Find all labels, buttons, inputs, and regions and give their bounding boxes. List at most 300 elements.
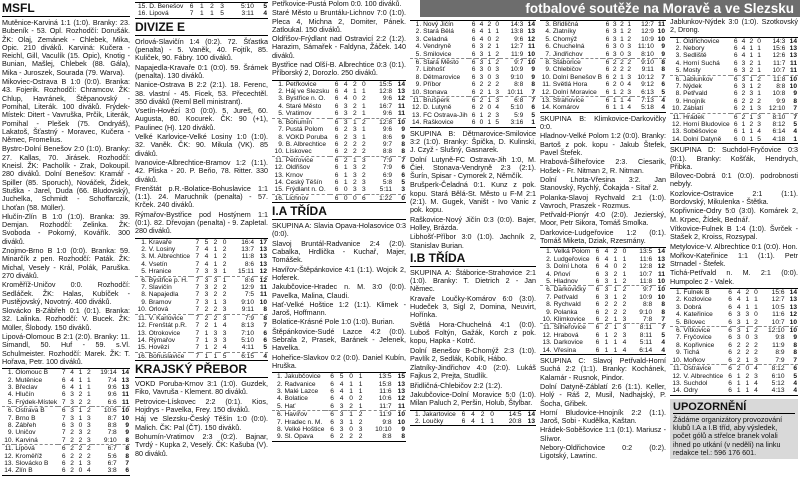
table-cell: 6 [471, 66, 476, 74]
table-cell: 6 [471, 111, 476, 119]
table-cell: 6 [189, 3, 194, 10]
table-cell: 9 [793, 334, 797, 342]
table-cell: 5 [793, 121, 797, 129]
table-cell: Záblatí [682, 105, 731, 113]
table-row [670, 342, 798, 349]
table-cell: 3 [352, 164, 357, 172]
table-cell: 3 [352, 133, 357, 141]
table-row [670, 75, 798, 83]
table-cell: 6 [733, 97, 738, 105]
table-cell: 1:22 [379, 194, 392, 202]
table-cell: 12:9 [241, 284, 255, 292]
table-cell: 9. [7, 429, 14, 437]
section-header: DIVIZE E [135, 21, 268, 36]
table-cell: Zábřeh [15, 422, 37, 430]
table-cell: 8:8 [367, 148, 393, 156]
standings-table [670, 288, 798, 396]
table-row [540, 339, 666, 346]
table-cell: 20:8 [508, 418, 522, 425]
table-cell: 2 [204, 322, 209, 330]
table-cell: 1 [495, 28, 499, 36]
table-row [670, 128, 798, 135]
table-cell: 3 [358, 186, 367, 194]
match-report: SKUPINA A: Štáborice-Strahovice 2:1 (1:0). Branky: T. Dietrich 2 - Jan Němec. [410, 267, 536, 294]
table-cell: 4 [622, 339, 627, 347]
table-cell: 9 [401, 426, 405, 434]
table-cell: 3 [479, 73, 484, 81]
table-cell: 1 [343, 178, 348, 186]
table-row [670, 136, 798, 143]
table-cell: 0 [490, 410, 494, 418]
table-cell: 13 [259, 260, 267, 268]
table-cell: 11 [118, 399, 130, 407]
table-cell: 1 [757, 52, 761, 60]
table-cell: 4 [741, 45, 746, 52]
table-cell: 2 [75, 437, 83, 445]
table-row [670, 357, 798, 365]
table-cell: 2 [352, 178, 357, 186]
table-cell: 13 [789, 52, 797, 60]
table-cell: 9:6 [382, 126, 392, 134]
table-cell: 1 [349, 418, 353, 426]
table-cell: 1 [358, 110, 367, 118]
table-cell: 2 [213, 291, 218, 299]
table-cell: 19:14 [100, 369, 117, 377]
table-row [135, 291, 268, 298]
table-cell: Krnov [285, 171, 303, 179]
table-cell: Dolní Datyně [683, 135, 722, 143]
table-cell: 1 [620, 104, 624, 112]
table-cell: 6 [603, 89, 610, 97]
table-cell: 0 [78, 422, 83, 430]
table-cell: 2 [70, 452, 74, 460]
column-3 [272, 0, 406, 504]
table-cell: 3 [738, 67, 746, 75]
table-cell: 0 [613, 263, 618, 271]
table-cell: 2 [222, 260, 227, 268]
table-cell: 6 [605, 59, 610, 67]
table-cell: 9:7 [642, 286, 653, 294]
table-cell: VOKD Poruba [285, 133, 328, 141]
table-cell: Frýdlant n. O. [285, 186, 331, 194]
table-cell: 5:8 [382, 178, 392, 186]
table-cell: 2 [738, 105, 746, 113]
table-cell: 4 [627, 81, 631, 89]
table-cell: 3 [335, 403, 345, 411]
table-cell: 3 [362, 178, 366, 186]
table-cell: 3 [78, 429, 83, 437]
table-cell: Bílovec [683, 319, 725, 327]
table-row [540, 28, 666, 35]
table-cell: 7 [195, 246, 200, 254]
table-cell: 10:11 [500, 89, 524, 97]
table-cell: 7 [661, 324, 665, 332]
table-cell: 8 [793, 349, 797, 357]
table-cell: 14. [274, 178, 284, 186]
table-cell: 2 [613, 301, 618, 309]
table-cell: 2 [612, 73, 617, 81]
table-cell: 6 [733, 128, 738, 136]
table-cell: 2 [358, 148, 367, 156]
table-row [272, 141, 406, 148]
table-cell: 11 [790, 59, 797, 67]
match-report: Kroměříž-Uničov 0:0. Rozhodčí: Sedláček. ŽK: Halas, Kubíček - Pustějovský, Novotný. 400 diváků. [2, 280, 130, 306]
table-cell: 2 [754, 341, 758, 349]
table-cell: 0 [362, 80, 366, 88]
table-cell: Hrabová [553, 331, 579, 339]
table-cell: Dolní Lhota [553, 263, 588, 271]
table-cell: Dětmarovice [423, 73, 461, 81]
table-cell: 4 [471, 418, 475, 425]
table-cell: 2 [627, 35, 631, 43]
table-row [272, 373, 406, 380]
table-row [2, 429, 130, 436]
table-cell: 2. [276, 380, 283, 388]
table-cell: 7 [195, 284, 200, 292]
table-cell: 2 [343, 140, 348, 148]
match-report: Orlová-Slavičín 1:4 (0:2). 72. Šťastka (penalta) - 5. Vaněk, 40. Fojtík, 85. Kuliček, 90. Fábry. 100 diváků. [135, 36, 268, 63]
table-cell: 8. [546, 301, 552, 309]
table-cell: 2 [70, 467, 74, 475]
table-cell: 5. [272, 403, 283, 411]
table-row [2, 399, 130, 407]
table-cell: 7 [195, 322, 200, 330]
table-cell: 2 [749, 121, 754, 129]
table-cell: 3 [83, 437, 91, 445]
table-cell: 1 [343, 171, 348, 179]
table-cell: 8. [278, 133, 284, 141]
table-cell: 4 [339, 395, 344, 403]
table-cell: 1. [7, 369, 14, 377]
table-cell: 2 [210, 3, 214, 10]
table-row [670, 60, 798, 67]
table-cell: 13 [789, 45, 797, 52]
table-cell: 1. [414, 410, 421, 418]
table-cell: 6 [61, 452, 66, 460]
table-cell: 10 [259, 298, 267, 306]
table-cell: 8 [255, 306, 268, 314]
table-row [670, 365, 798, 373]
table-cell: 1 [87, 383, 91, 391]
table-cell: 9 [125, 422, 129, 430]
table-cell: 13:8 [510, 28, 524, 36]
table-cell: Stará Město [423, 59, 459, 67]
table-cell: 10 [657, 28, 665, 36]
table-cell: 3 [757, 121, 761, 129]
table-cell: 1 [604, 346, 609, 354]
table-row [272, 118, 406, 126]
table-cell: 5 [655, 89, 666, 97]
table-cell: 6 [330, 148, 339, 156]
table-cell: Lichnov [285, 194, 309, 202]
table-cell: Darkovičky [553, 286, 586, 294]
table-cell: 7 [401, 156, 405, 164]
table-cell: 2 [480, 410, 485, 418]
table-cell: 6 [595, 293, 600, 301]
table-cell: 1 [78, 407, 83, 415]
table-cell: Strahovice [552, 97, 585, 105]
table-cell: 2 [479, 97, 484, 105]
table-cell: 5 [793, 372, 797, 380]
table-cell: 6 [661, 81, 665, 89]
table-cell: 8. [141, 291, 147, 299]
table-cell: Čeladná [423, 35, 448, 43]
table-cell: 3 [736, 311, 741, 319]
table-cell: 13:5 [639, 248, 653, 256]
table-cell: 4 [736, 289, 741, 297]
table-cell: 3 [749, 90, 754, 98]
table-row [670, 98, 798, 105]
table-cell: 9:9 [776, 97, 786, 105]
table-cell: 7 [195, 276, 200, 284]
table-cell: 3 [741, 83, 746, 91]
table-cell: Kozlovice [683, 296, 712, 304]
match-report: SKUPINA A: Slavia Opava-Holasovice 0:3 (0:0). [272, 221, 406, 239]
table-cell: 3 [70, 422, 74, 430]
table-cell: 9:10 [241, 298, 255, 306]
table-cell: 7 [195, 238, 200, 246]
table-cell: V. Karlovice [148, 314, 184, 322]
table-cell: Bohumín [285, 118, 313, 126]
table-cell: Štáborice [552, 59, 581, 67]
table-cell: 12:10 [762, 105, 786, 113]
table-cell: 6 [728, 341, 732, 349]
table-cell: 9. [546, 308, 552, 316]
table-cell: 8 [401, 140, 405, 148]
table-row [410, 43, 536, 50]
table-cell: 2 [70, 429, 74, 437]
table-cell: 15:8 [378, 380, 392, 388]
table-cell: 11:7 [773, 59, 786, 67]
table-cell: 1 [749, 83, 754, 91]
table-cell: 2 [741, 90, 746, 98]
notice-box [670, 399, 798, 459]
table-cell: 4 [754, 365, 758, 373]
table-cell: 2 [222, 284, 227, 292]
match-report: Jablunkov-Nýdek 3:0 (1:0). Szotkovský 2, Drong. [670, 18, 798, 35]
table-cell: 6 [733, 135, 738, 143]
table-row [2, 384, 130, 391]
table-row [410, 89, 536, 97]
table-cell: 2 [612, 66, 617, 74]
table-cell: Hať [283, 403, 325, 411]
table-cell: 14 [527, 410, 535, 418]
table-cell: 8 [531, 81, 535, 89]
table-cell: 5:11 [367, 186, 393, 194]
table-cell: 7:9 [759, 357, 786, 365]
standings-table [272, 372, 406, 442]
table-cell: 7 [786, 105, 798, 113]
table-cell: 2 [78, 445, 83, 453]
table-cell: Frýdek-Místek [15, 398, 58, 406]
table-cell: 2 [209, 306, 218, 314]
table-cell: 2 [87, 452, 91, 460]
table-cell: 0 [620, 81, 624, 89]
table-cell: 2 [604, 324, 609, 332]
table-cell: 3 [87, 422, 91, 430]
table-cell: 3 [339, 426, 344, 434]
table-cell: 6 [728, 296, 732, 304]
table-row [670, 83, 798, 90]
standings-table [410, 410, 536, 427]
table-cell: 6 [728, 372, 732, 380]
table-cell: 4. [141, 260, 147, 268]
table-cell: 14 [121, 369, 129, 377]
table-cell: 6 [330, 433, 334, 441]
table-cell: 1. [415, 21, 422, 28]
table-cell: Zlatníky [552, 28, 576, 36]
table-cell: 6 [605, 21, 610, 28]
table-cell: 2 [222, 291, 227, 299]
table-cell: 1 [343, 164, 348, 172]
table-cell: 8:13 [241, 322, 255, 330]
table-cell: 0 [78, 467, 83, 475]
table-cell: 2 [627, 66, 631, 74]
table-cell: 7 [58, 399, 66, 407]
table-cell: 5:6 [107, 452, 117, 460]
table-cell: 4 [343, 88, 348, 96]
table-cell: 3 [393, 186, 406, 194]
table-cell: 14 [657, 248, 665, 256]
table-cell: 12. [671, 121, 682, 129]
table-cell: 6:13 [632, 89, 655, 97]
table-cell: 10. [272, 148, 285, 156]
table-row [135, 330, 268, 337]
table-cell: Hlučín [15, 391, 35, 399]
table-cell: 10 [657, 286, 665, 294]
table-cell: 2 [349, 433, 353, 441]
table-cell: 7. [278, 126, 284, 134]
table-cell: 6 [471, 81, 476, 89]
table-cell: 1 [749, 135, 754, 143]
table-cell: 1 [362, 88, 366, 96]
table-cell: 6 [471, 43, 476, 51]
match-report: Velké Karlovice-Velké Losiny 1:0 (1:0). 32. Vaněk. ČK: 90. Mikula (VK). 85 diváků. [135, 132, 268, 158]
table-cell: 6 [461, 410, 466, 418]
table-cell: 5:12 [771, 379, 785, 387]
table-cell: 2 [620, 59, 624, 67]
table-cell: 7 [661, 73, 665, 81]
table-cell: 14. [672, 387, 682, 395]
table-cell: Nový Jičín [423, 21, 454, 28]
table-cell: 8. [545, 59, 551, 67]
table-cell: Vsetín [148, 260, 168, 268]
table-cell: 3 [352, 171, 357, 179]
table-cell: 5 [255, 344, 268, 352]
table-cell: 2 [612, 59, 617, 67]
table-cell: Vřesina [553, 346, 576, 354]
match-report: Hrádek-Soběšovice 1:1 (0:1). Mariusz - Slíwor. [540, 425, 666, 443]
match-report: Vsetín-Hovězí 3:0 (0:0). 5, Jureš, 60. Augusta, 80. Kocurek. ČK: 90 (+1), Paulinec (H). 120 diváků. [135, 106, 268, 132]
table-cell: 0 [349, 395, 353, 403]
table-cell: 8 [393, 148, 406, 156]
table-cell: 9. [276, 433, 283, 441]
table-row [272, 172, 406, 179]
table-cell: 6 [733, 75, 738, 83]
table-cell: 3 [625, 51, 632, 59]
table-cell: 1 [745, 303, 750, 311]
table-cell: 4 [661, 346, 665, 354]
table-cell: 4. [276, 395, 283, 403]
table-cell: 2 [750, 319, 759, 327]
table-row [670, 380, 798, 387]
table-cell: 7 [191, 306, 200, 314]
table-row [272, 110, 406, 118]
table-cell: 7 [61, 429, 66, 437]
table-cell: 7 [263, 322, 267, 330]
table-cell: 0 [487, 66, 492, 74]
table-cell: Staré Město [285, 102, 322, 110]
table-cell: 3 [358, 426, 363, 434]
table-cell: 1 [736, 379, 741, 387]
table-cell: 15. [135, 344, 148, 352]
table-cell: 8:6 [244, 276, 255, 284]
table-cell: 1 [742, 319, 751, 327]
table-cell: 7. [415, 66, 422, 74]
table-cell: 15. [138, 3, 148, 10]
table-cell: 2 [83, 399, 91, 407]
table-cell: 11 [658, 21, 665, 28]
table-cell: Lipová [15, 445, 35, 453]
table-row [272, 433, 406, 440]
standings-table [272, 80, 406, 204]
table-cell: 2 [362, 95, 366, 103]
table-cell: 12:7 [641, 21, 654, 28]
table-cell: Sl. Opava [284, 433, 314, 441]
table-cell: 1 [362, 133, 366, 141]
table-cell: 2. [415, 28, 422, 36]
table-cell: 4 [222, 322, 227, 330]
table-cell: 13. [672, 379, 682, 387]
table-cell: 1 [749, 113, 754, 121]
table-cell: 1 [213, 352, 218, 360]
table-cell: 9 [401, 126, 405, 134]
table-cell: 4 [70, 376, 74, 384]
table-cell: 1 [612, 97, 617, 105]
match-report: VOKD Poruba-Krnov 3:1 (1:0). Guzdek, Fiko, Vavruša - Klement. 80 diváků. [135, 379, 268, 397]
table-cell: 10 [121, 414, 129, 422]
table-cell: 5 [661, 331, 665, 339]
table-cell: Zlín B [15, 467, 33, 475]
table-cell: Ostravice [683, 365, 712, 373]
table-cell: 6 [125, 467, 129, 475]
table-cell: 6 [330, 388, 334, 396]
table-cell: 7 [125, 460, 129, 468]
table-cell: 2 [622, 308, 627, 316]
table-cell: 11:9 [500, 51, 524, 59]
table-cell: 6 [728, 334, 732, 342]
table-cell: 7 [195, 253, 200, 261]
table-cell: 8. [7, 422, 14, 430]
table-cell: 9:10 [92, 437, 118, 445]
table-row [670, 296, 798, 303]
table-cell: 1 [218, 268, 227, 276]
table-cell: 7 [531, 97, 535, 105]
table-cell: 3 [222, 298, 227, 306]
table-cell: 10 [789, 327, 797, 335]
table-cell: 7 [195, 260, 200, 268]
match-report: Břidličná-Chlebičov 2:2 (1:2). [410, 380, 503, 390]
table-row [135, 344, 268, 352]
match-report: Kravaře Loučky-Komárov 6:0 (3:0). Hudeček 3, Sigl 2, Domina, Neuvirt, Hořínka. [410, 293, 536, 320]
table-cell: 3 [495, 111, 499, 119]
table-cell: 6 [605, 97, 610, 105]
table-cell: 5. [272, 110, 285, 118]
table-cell: 1 [609, 316, 618, 324]
table-cell: 14:3 [510, 21, 524, 28]
table-cell: 1 [213, 322, 218, 330]
table-cell: 9:12 [641, 81, 654, 89]
